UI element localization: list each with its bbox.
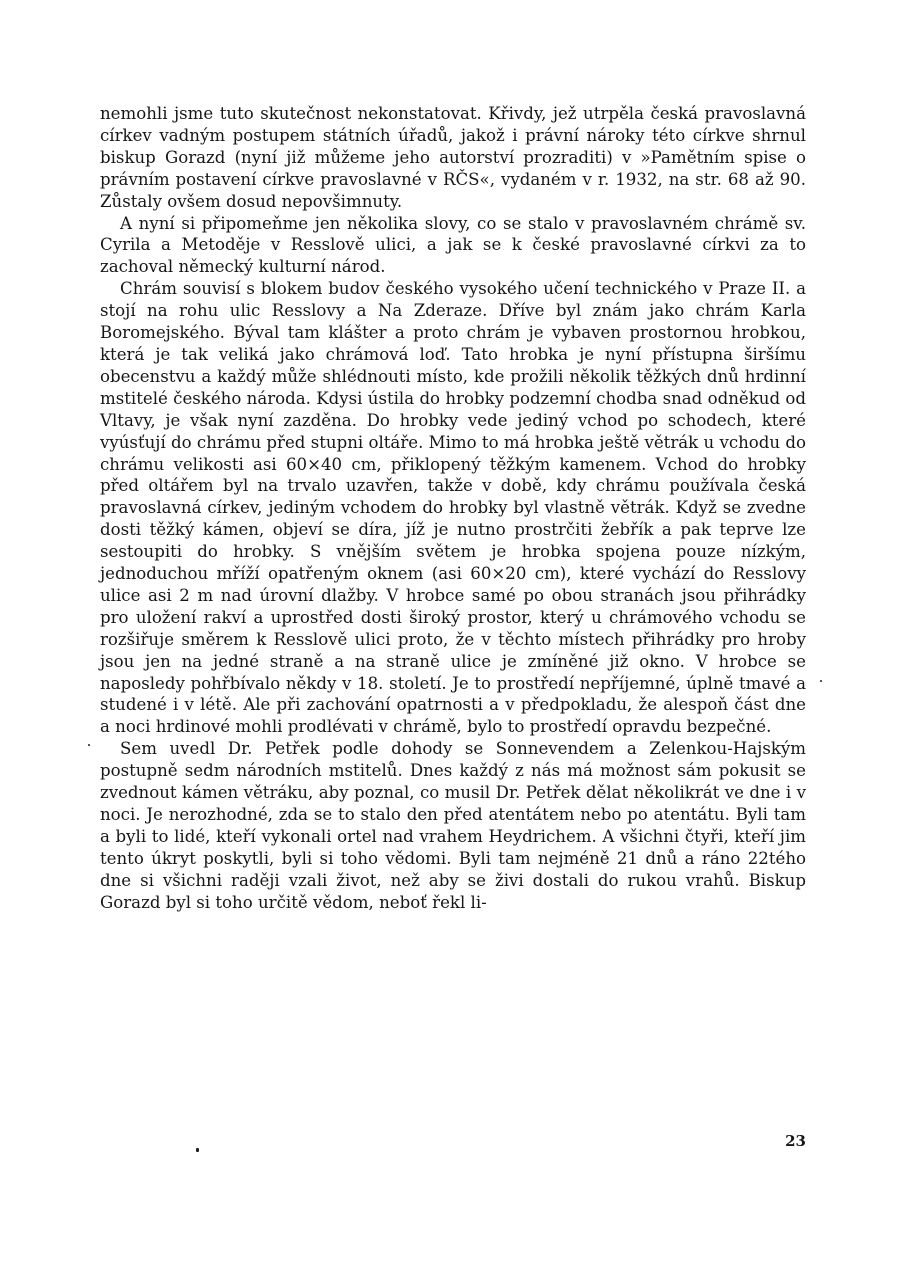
- paragraph-4: Sem uvedl Dr. Petřek podle dohody se Sonnevendem a Zelenkou-Hajským postupně sedm národních mstitelů. Dnes každý z nás má možnost sám pokusit se zvednout kámen větráku, aby poznal, co musil Dr. Petřek dělat několikrát ve dne i v noci. Je nerozhodné, zda se to stalo den před atentátem nebo po atentátu. Byli tam a byli to lidé, kteří vykonali ortel nad vrahem Heydrichem. A všichni čtyři, kteří jim tento úkryt poskytli, byli si toho vědomi. Byli tam nejméně 21 dnů a ráno 22tého dne si všichni raději vzali život, než aby se živi dostali do rukou vrahů. Biskup Gorazd byl si toho určitě vědom, neboť řekl li-: [100, 739, 806, 912]
- scan-speck: [820, 680, 822, 682]
- paragraph-3: Chrám souvisí s blokem budov českého vysokého učení technického v Praze II. a stojí na rohu ulic Resslovy a Na Zderaze. Dříve byl znám jako chrám Karla Boromejského. Býval tam klášter a proto chrám je vybaven prostornou hrobkou, která je tak veliká jako chrámová loď. Tato hrobka je nyní přístupna širšímu obecenstvu a každý může shlédnouti místo, kde prožili několik těžkých dnů hrdinní mstitelé českého národa. Kdysi ústila do hrobky podzemní chodba snad odněkud od Vltavy, je však nyní zazděna. Do hrobky vede jediný vchod po schodech, které vyúsťují do chrámu před stupni oltáře. Mimo to má hrobka ještě větrák u vchodu do chrámu velikosti asi 60×40 cm, přiklopený těžkým kamenem. Vchod do hrobky před oltářem byl na trvalo uzavřen, takže v době, kdy chrámu používala česká pravoslavná církev, jediným vchodem do hrobky byl vlastně větrák. Když se zvedne dosti těžký kámen, objeví se díra, jíž je nutno prostrčiti žebřík a pak teprve lze sestoupiti do hrobky. S vnějším světem je hrobka spojena pouze nízkým, jednoduchou mříží opatřeným oknem (asi 60×20 cm), které vychází do Resslovy ulice asi 2 m nad úrovní dlažby. V hrobce samé po obou stranách jsou přihrádky pro uložení rakví a uprostřed dosti široký prostor, který u chrámového vchodu se rozšiřuje směrem k Resslově ulici proto, že v těchto místech přihrádky pro hroby jsou jen na jedné straně a na straně ulice je zmíněné již okno. V hrobce se naposledy pohřbívalo někdy v 18. století. Je to prostředí nepříjemné, úplně tmavé a studené i v létě. Ale při zachování opatrnosti a v předpokladu, že alespoň část dne a noci hrdinové mohli prodlévati v chrámě, bylo to prostředí opravdu bezpečné.: [100, 279, 806, 737]
- page-body: [100, 103, 806, 914]
- scan-speck: [196, 1148, 199, 1152]
- paragraph-2: A nyní si připomeňme jen několika slovy, co se stalo v pravoslavném chrámě sv. Cyrila a Metoděje v Resslově ulici, a jak se k české pravoslavné církvi za to zachoval německý kulturní národ.: [100, 213, 806, 277]
- paragraph-1: nemohli jsme tuto skutečnost nekonstatovat. Křivdy, jež utrpěla česká pravoslavná církev vadným postupem státních úřadů, jakož i právní nároky této církve shrnul biskup Gorazd (nyní již můžeme jeho autorství prozraditi) v »Pamětním spise o právním postavení církve pravoslavné v RČS«, vydaném v r. 1932, na str. 68 až 90. Zůstaly ovšem dosud nepovšimnuty.: [100, 104, 806, 211]
- page-number: 23: [785, 1132, 806, 1150]
- scan-speck: [88, 744, 90, 746]
